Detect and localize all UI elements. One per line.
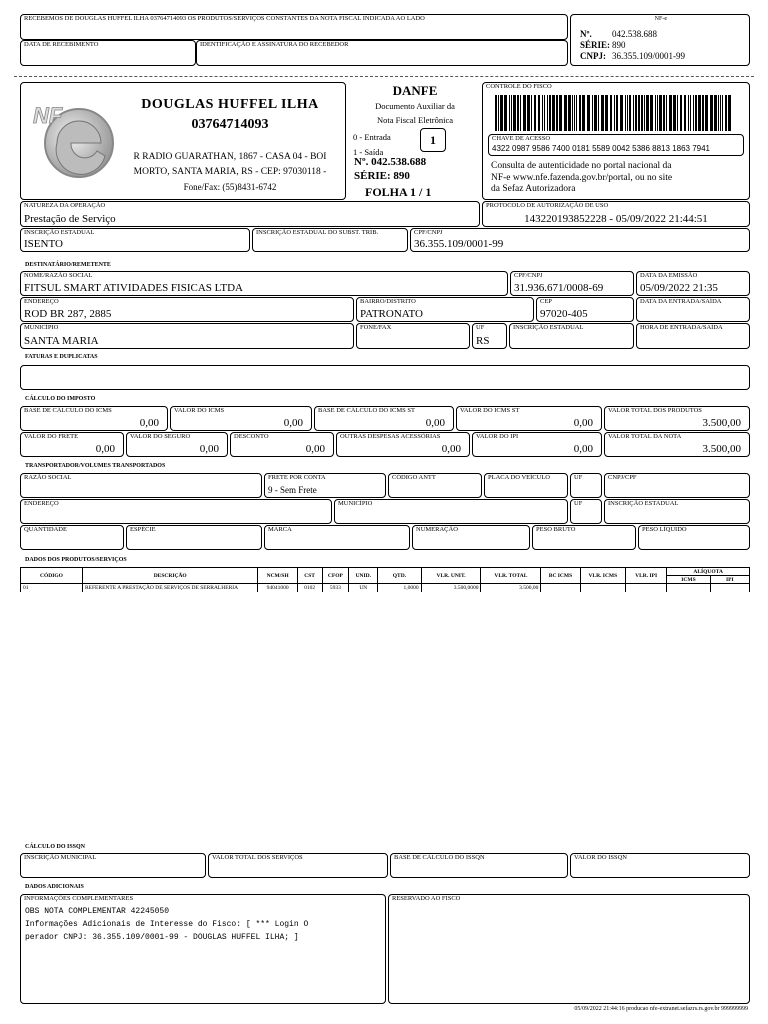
- barcode-bar: [690, 95, 691, 131]
- transp-cnpj-label: CNPJ/CPF: [608, 474, 637, 481]
- barcode-bar: [629, 95, 631, 131]
- issqn-im-label: INSCRIÇÃO MUNICIPAL: [24, 854, 97, 861]
- barcode-bar: [500, 95, 503, 131]
- natureza-value: Prestação de Serviço: [24, 213, 116, 225]
- barcode-bar: [666, 95, 667, 131]
- bc-icms-box: [20, 406, 168, 431]
- dest-hora-box: [636, 323, 750, 349]
- barcode-bar: [641, 95, 643, 131]
- barcode-bar: [498, 95, 499, 131]
- transp-bruto-box: [532, 525, 636, 550]
- barcode-bar: [587, 95, 590, 131]
- barcode-bar: [549, 95, 551, 131]
- dest-uf-label: UF: [476, 324, 485, 331]
- barcode-bar: [531, 95, 532, 131]
- transp-antt-box: [388, 473, 482, 498]
- transp-cnpj-box: [604, 473, 750, 498]
- cell-cst: 0102: [297, 584, 322, 593]
- barcode-bar: [534, 95, 536, 131]
- barcode-bar: [627, 95, 628, 131]
- transp-frete-box: [264, 473, 386, 498]
- issqn-servicos-label: VALOR TOTAL DOS SERVIÇOS: [212, 854, 303, 861]
- danfe-subtitle1: Documento Auxiliar da: [375, 101, 455, 111]
- seguro-value: 0,00: [199, 443, 219, 455]
- danfe-saida: 1 - Saída: [353, 147, 384, 157]
- nota-total-value: 3.500,00: [702, 443, 741, 455]
- dest-municipio-value: SANTA MARIA: [24, 335, 99, 347]
- transp-liquido-label: PESO LÍQUIDO: [642, 526, 687, 533]
- info-complementares-label: INFORMAÇÕES COMPLEMENTARES: [24, 895, 134, 902]
- produtos-section-title: DADOS DOS PRODUTOS/SERVIÇOS: [25, 557, 127, 563]
- barcode-bar: [574, 95, 575, 131]
- outras-box: [336, 432, 470, 457]
- ipi-label: VALOR DO IPI: [476, 433, 519, 440]
- barcode-bar: [517, 95, 519, 131]
- dest-cnpj-box: [510, 271, 634, 296]
- barcode-bar: [663, 95, 665, 131]
- dest-endereco-box: [20, 297, 354, 322]
- barcode-bar: [594, 95, 597, 131]
- canhoto-numero-label: Nº.: [580, 29, 592, 39]
- danfe-folha: FOLHA 1 / 1: [365, 185, 432, 199]
- col-vlr-ipi: VLR. IPI: [626, 568, 667, 584]
- seguro-label: VALOR DO SEGURO: [130, 433, 191, 440]
- frete-box: [20, 432, 124, 457]
- produtos-total-box: [604, 406, 750, 431]
- ipi-value: 0,00: [573, 443, 593, 455]
- danfe-numero: Nº. 042.538.688: [354, 156, 427, 168]
- issqn-bc-label: BASE DE CÁLCULO DO ISSQN: [394, 854, 485, 861]
- danfe-serie: SÉRIE: 890: [354, 170, 410, 182]
- bc-icms-label: BASE DE CÁLCULO DO ICMS: [24, 407, 112, 414]
- barcode-bar: [638, 95, 640, 131]
- transp-endereco-label: ENDEREÇO: [24, 500, 59, 507]
- col-aliquota: ALÍQUOTA: [667, 568, 750, 576]
- barcode-icon: [495, 95, 735, 131]
- barcode-bar: [582, 95, 585, 131]
- barcode-bar: [568, 95, 571, 131]
- desconto-value: 0,00: [305, 443, 325, 455]
- issqn-section-title: CÁLCULO DO ISSQN: [25, 844, 86, 850]
- table-row: [21, 584, 750, 593]
- info-line3: perador CNPJ: 36.355.109/0001-99 - DOUGLAS HUFFEL ILHA; ]: [25, 933, 299, 942]
- col-cst: CST: [297, 568, 322, 584]
- col-unid: UNID.: [349, 568, 378, 584]
- barcode-bar: [572, 95, 573, 131]
- transp-ie-box: [604, 499, 750, 524]
- transp-endereco-box: [20, 499, 332, 524]
- barcode-bar: [579, 95, 581, 131]
- canhoto-signature-label: IDENTIFICAÇÃO E ASSINATURA DO RECEBEDOR: [200, 41, 349, 48]
- col-cfop: CFOP: [322, 568, 349, 584]
- nota-total-box: [604, 432, 750, 457]
- seguro-box: [126, 432, 228, 457]
- barcode-bar: [718, 95, 719, 131]
- barcode-bar: [695, 95, 697, 131]
- barcode-bar: [547, 95, 548, 131]
- reservado-fisco-label: RESERVADO AO FISCO: [392, 895, 461, 902]
- svg-text:NF: NF: [33, 103, 63, 128]
- barcode-bar: [564, 95, 567, 131]
- dest-endereco-label: ENDEREÇO: [24, 298, 59, 305]
- transp-frete-value: 9 - Sem Frete: [268, 485, 317, 495]
- cell-ncm: 94041000: [258, 584, 297, 593]
- issqn-im-box: [20, 853, 206, 878]
- barcode-bar: [684, 95, 686, 131]
- barcode-bar: [657, 95, 658, 131]
- barcode-bar: [605, 95, 608, 131]
- issqn-valor-label: VALOR DO ISSQN: [574, 854, 627, 861]
- canhoto-cnpj: 36.355.109/0001-99: [612, 51, 685, 61]
- products-header-row: [21, 568, 750, 576]
- barcode-bar: [725, 95, 727, 131]
- transp-municipio-label: MUNICÍPIO: [338, 500, 373, 507]
- desconto-box: [230, 432, 334, 457]
- barcode-bar: [673, 95, 676, 131]
- transportador-section-title: TRANSPORTADOR/VOLUMES TRANSPORTADOS: [25, 463, 166, 469]
- consulta-line1: Consulta de autenticidade no portal nacional da: [491, 161, 672, 171]
- dest-uf-value: RS: [476, 335, 490, 347]
- col-codigo: CÓDIGO: [21, 568, 83, 584]
- barcode-bar: [576, 95, 577, 131]
- barcode-bar: [620, 95, 623, 131]
- canhoto-serie-label: SÉRIE:: [580, 40, 611, 50]
- col-vlr-unit: VLR. UNIT.: [421, 568, 481, 584]
- issqn-bc-box: [390, 853, 568, 878]
- adicionais-section-title: DADOS ADICIONAIS: [25, 884, 84, 890]
- emitente-phone: Fone/Fax: (55)8431-6742: [183, 182, 277, 192]
- protocolo-value: 143220193852228 - 05/09/2022 21:44:51: [524, 213, 708, 225]
- icms-label: VALOR DO ICMS: [174, 407, 225, 414]
- faturas-box: [20, 365, 750, 390]
- bc-st-box: [314, 406, 454, 431]
- dest-nome-box: [20, 271, 508, 296]
- barcode-bar: [650, 95, 653, 131]
- chave-label: CHAVE DE ACESSO: [492, 135, 551, 142]
- dest-cnpj-label: CPF/CNPJ: [514, 272, 543, 279]
- canhoto-date-label: DATA DE RECEBIMENTO: [24, 41, 99, 48]
- dest-fone-box: [356, 323, 470, 349]
- barcode-bar: [614, 95, 615, 131]
- barcode-bar: [698, 95, 701, 131]
- barcode-bar: [520, 95, 521, 131]
- dest-cep-box: [536, 297, 634, 322]
- barcode-bar: [705, 95, 708, 131]
- transp-especie-label: ESPÉCIE: [130, 526, 156, 533]
- dest-nome-label: NOME/RAZÃO SOCIAL: [24, 272, 93, 279]
- transp-marca-label: MARCA: [268, 526, 292, 533]
- barcode-bar: [527, 95, 530, 131]
- canhoto-cnpj-label: CNPJ:: [580, 51, 606, 61]
- cell-vlr-total: 3.500,00: [481, 584, 541, 593]
- canhoto-nfe-box: [570, 14, 750, 66]
- barcode-bar: [714, 95, 717, 131]
- transp-municipio-box: [334, 499, 568, 524]
- barcode-bar: [633, 95, 634, 131]
- canhoto-serie: 890: [612, 40, 626, 50]
- dest-entrada-box: [636, 297, 750, 322]
- dest-endereco-value: ROD BR 287, 2885: [24, 308, 112, 320]
- ie-label: INSCRIÇÃO ESTADUAL: [24, 229, 95, 236]
- icms-value: 0,00: [283, 417, 303, 429]
- emitente-cnpj-label: CPF/CNPJ: [414, 229, 443, 236]
- cell-vlr-icms: [580, 584, 625, 593]
- col-ncm: NCM/SH: [258, 568, 297, 584]
- danfe-subtitle2: Nota Fiscal Eletrônica: [376, 115, 453, 125]
- dest-ie-box: [509, 323, 634, 349]
- barcode-bar: [544, 95, 545, 131]
- transp-marca-box: [264, 525, 410, 550]
- controle-label: CONTROLE DO FISCO: [486, 83, 552, 90]
- barcode-bar: [610, 95, 612, 131]
- col-vlr-icms: VLR. ICMS: [580, 568, 625, 584]
- produtos-total-label: VALOR TOTAL DOS PRODUTOS: [608, 407, 702, 414]
- cell-descricao: REFERENTE A PRESTAÇÃO DE SERVIÇOS DE SERRALHERIA: [82, 584, 258, 593]
- emitente-cnpj-box: [410, 228, 750, 252]
- transp-uf-label: UF: [574, 474, 583, 481]
- outras-value: 0,00: [441, 443, 461, 455]
- issqn-valor-box: [570, 853, 750, 878]
- nfe-logo-icon: [29, 97, 121, 183]
- transp-uf2-label: UF: [574, 500, 583, 507]
- iest-box: [252, 228, 408, 252]
- transp-numeracao-box: [412, 525, 530, 550]
- barcode-bar: [722, 95, 723, 131]
- transp-bruto-label: PESO BRUTO: [536, 526, 576, 533]
- dest-bairro-box: [356, 297, 534, 322]
- transp-qtd-box: [20, 525, 124, 550]
- emitente-cnpj-value: 36.355.109/0001-99: [414, 238, 504, 250]
- barcode-bar: [659, 95, 662, 131]
- consulta-line2: NF-e www.nfe.fazenda.gov.br/portal, ou no site: [491, 172, 673, 183]
- protocolo-box: [482, 201, 750, 227]
- dest-uf-box: [472, 323, 507, 349]
- danfe-tipo: 1: [420, 128, 446, 152]
- barcode-bar: [702, 95, 704, 131]
- chave-value: 4322 0987 9586 7400 0181 5589 0042 5386 8813 1863 7941: [492, 144, 710, 153]
- barcode-bar: [693, 95, 694, 131]
- barcode-bar: [655, 95, 656, 131]
- transp-frete-label: FRETE POR CONTA: [268, 474, 326, 481]
- col-vlr-total: VLR. TOTAL: [481, 568, 541, 584]
- transp-qtd-label: QUANTIDADE: [24, 526, 67, 533]
- cell-vlr-unit: 3.500,0000: [421, 584, 481, 593]
- dest-emissao-box: [636, 271, 750, 296]
- dest-bairro-label: BAIRRO/DISTRITO: [360, 298, 416, 305]
- dest-cep-label: CEP: [540, 298, 552, 305]
- icms-st-label: VALOR DO ICMS ST: [460, 407, 520, 414]
- transp-antt-label: CÓDIGO ANTT: [392, 474, 436, 481]
- transp-uf-box: [570, 473, 602, 498]
- barcode-bar: [504, 95, 507, 131]
- desconto-label: DESCONTO: [234, 433, 269, 440]
- natureza-label: NATUREZA DA OPERAÇÃO: [24, 202, 106, 209]
- transp-numeracao-label: NUMERAÇÃO: [416, 526, 458, 533]
- col-bc-icms: BC ICMS: [541, 568, 580, 584]
- reservado-fisco-box: [388, 894, 750, 1004]
- cell-bc-icms: [541, 584, 580, 593]
- barcode-bar: [720, 95, 721, 131]
- dest-cnpj-value: 31.936.671/0008-69: [514, 282, 604, 294]
- faturas-section-title: FATURAS E DUPLICATAS: [25, 354, 98, 360]
- barcode-bar: [710, 95, 713, 131]
- info-complementares-box: [20, 894, 386, 1004]
- transp-uf2-box: [570, 499, 602, 524]
- outras-label: OUTRAS DESPESAS ACESSÓRIAS: [340, 433, 441, 440]
- canhoto-numero: 042.538.688: [612, 29, 657, 39]
- transp-placa-box: [484, 473, 568, 498]
- barcode-bar: [635, 95, 637, 131]
- nota-total-label: VALOR TOTAL DA NOTA: [608, 433, 682, 440]
- iest-label: INSCRIÇÃO ESTADUAL DO SUBST. TRIB.: [256, 229, 379, 236]
- col-qtd: QTD.: [378, 568, 421, 584]
- canhoto-date-box: [20, 40, 196, 66]
- emitente-name: DOUGLAS HUFFEL ILHA: [141, 97, 319, 112]
- transp-liquido-box: [638, 525, 750, 550]
- dest-hora-label: HORA DE ENTRADA/SAÍDA: [640, 324, 723, 331]
- barcode-bar: [538, 95, 540, 131]
- danfe-block: [350, 82, 480, 200]
- danfe-title: DANFE: [392, 83, 438, 98]
- transp-razao-label: RAZÃO SOCIAL: [24, 474, 72, 481]
- barcode-bar: [625, 95, 626, 131]
- transp-especie-box: [126, 525, 262, 550]
- canhoto-nfe-label: NF-e: [654, 16, 667, 22]
- imposto-section-title: CÁLCULO DO IMPOSTO: [25, 396, 96, 402]
- transp-razao-box: [20, 473, 262, 498]
- barcode-bar: [688, 95, 689, 131]
- emitente-address-line2: MORTO, SANTA MARIA, RS - CEP: 97030118 -: [133, 167, 327, 177]
- barcode-bar: [598, 95, 599, 131]
- natureza-box: [20, 201, 480, 227]
- barcode-bar: [552, 95, 555, 131]
- col-descricao: DESCRIÇÃO: [82, 568, 258, 584]
- produtos-total-value: 3.500,00: [702, 417, 741, 429]
- cell-aliq-ipi: [710, 584, 749, 593]
- barcode-bar: [559, 95, 562, 131]
- barcode-bar: [509, 95, 510, 131]
- col-aliq-ipi: IPI: [710, 576, 749, 584]
- dest-entrada-label: DATA DA ENTRADA/SAÍDA: [640, 298, 722, 305]
- barcode-bar: [513, 95, 516, 131]
- protocolo-label: PROTOCOLO DE AUTORIZAÇÃO DE USO: [486, 202, 609, 209]
- transp-ie-label: INSCRIÇÃO ESTADUAL: [608, 500, 679, 507]
- barcode-bar: [646, 95, 649, 131]
- cell-unid: UN: [349, 584, 378, 593]
- products-table: [20, 567, 750, 592]
- cell-qtd: 1,0000: [378, 584, 421, 593]
- transp-placa-label: PLACA DO VEÍCULO: [488, 474, 550, 481]
- barcode-bar: [542, 95, 543, 131]
- barcode-bar: [556, 95, 558, 131]
- bc-icms-value: 0,00: [139, 417, 159, 429]
- consulta-line3: da Sefaz Autorizadora: [491, 184, 576, 194]
- canhoto-signature-box: [196, 40, 568, 66]
- barcode-bar: [669, 95, 672, 131]
- dest-bairro-value: PATRONATO: [360, 308, 423, 320]
- ie-box: [20, 228, 250, 252]
- barcode-bar: [728, 95, 731, 131]
- danfe-entrada: 0 - Entrada: [353, 132, 391, 142]
- footer-text: 05/09/2022 21:44:16 producao nfe-extranet.sefazrs.rs.gov.br 999999999: [574, 1006, 748, 1012]
- dest-emissao-label: DATA DA EMISSÃO: [640, 272, 698, 279]
- cut-line: [14, 76, 754, 77]
- issqn-servicos-box: [208, 853, 388, 878]
- dest-municipio-box: [20, 323, 354, 349]
- emitente-box: [20, 82, 346, 200]
- emitente-address-line1: R RADIO GUARATHAN, 1867 - CASA 04 - BOI: [133, 152, 327, 162]
- barcode-bar: [680, 95, 682, 131]
- barcode-bar: [601, 95, 604, 131]
- dest-nome-value: FITSUL SMART ATIVIDADES FISICAS LTDA: [24, 282, 243, 294]
- cell-cfop: 5933: [322, 584, 349, 593]
- emitente-doc: 03764714093: [191, 117, 269, 132]
- barcode-bar: [644, 95, 645, 131]
- dest-cep-value: 97020-405: [540, 308, 588, 320]
- barcode-bar: [677, 95, 678, 131]
- bc-st-label: BASE DE CÁLCULO DO ICMS ST: [318, 407, 415, 414]
- canhoto-receipt-box: [20, 14, 568, 40]
- frete-value: 0,00: [95, 443, 115, 455]
- ipi-box: [472, 432, 602, 457]
- bc-st-value: 0,00: [425, 417, 445, 429]
- icms-st-box: [456, 406, 602, 431]
- cell-aliq-icms: [667, 584, 710, 593]
- info-line1: OBS NOTA COMPLEMENTAR 42245050: [25, 907, 170, 916]
- dest-ie-label: INSCRIÇÃO ESTADUAL: [513, 324, 584, 331]
- frete-label: VALOR DO FRETE: [24, 433, 79, 440]
- info-line2: Informações Adicionais de Interesse do Fisco: [ *** Login O: [25, 920, 309, 929]
- icms-st-value: 0,00: [573, 417, 593, 429]
- cell-codigo: 01: [21, 584, 83, 593]
- cell-vlr-ipi: [626, 584, 667, 593]
- icms-box: [170, 406, 312, 431]
- dest-emissao-value: 05/09/2022 21:35: [640, 282, 718, 294]
- ie-value: ISENTO: [24, 238, 63, 250]
- barcode-bar: [616, 95, 618, 131]
- barcode-bar: [495, 95, 497, 131]
- dest-municipio-label: MUNICÍPIO: [24, 324, 59, 331]
- barcode-bar: [592, 95, 593, 131]
- barcode-bar: [511, 95, 512, 131]
- barcode-bar: [523, 95, 526, 131]
- col-aliq-icms: ICMS: [667, 576, 710, 584]
- canhoto-receipt-text: RECEBEMOS DE DOUGLAS HUFFEL ILHA 03764714093 OS PRODUTOS/SERVIÇOS CONSTANTES DA NOTA FISCAL INDICADA AO LADO: [24, 15, 425, 22]
- fisco-box: [482, 82, 750, 200]
- dest-fone-label: FONE/FAX: [360, 324, 392, 331]
- destinatario-section-title: DESTINATÁRIO/REMETENTE: [25, 262, 111, 268]
